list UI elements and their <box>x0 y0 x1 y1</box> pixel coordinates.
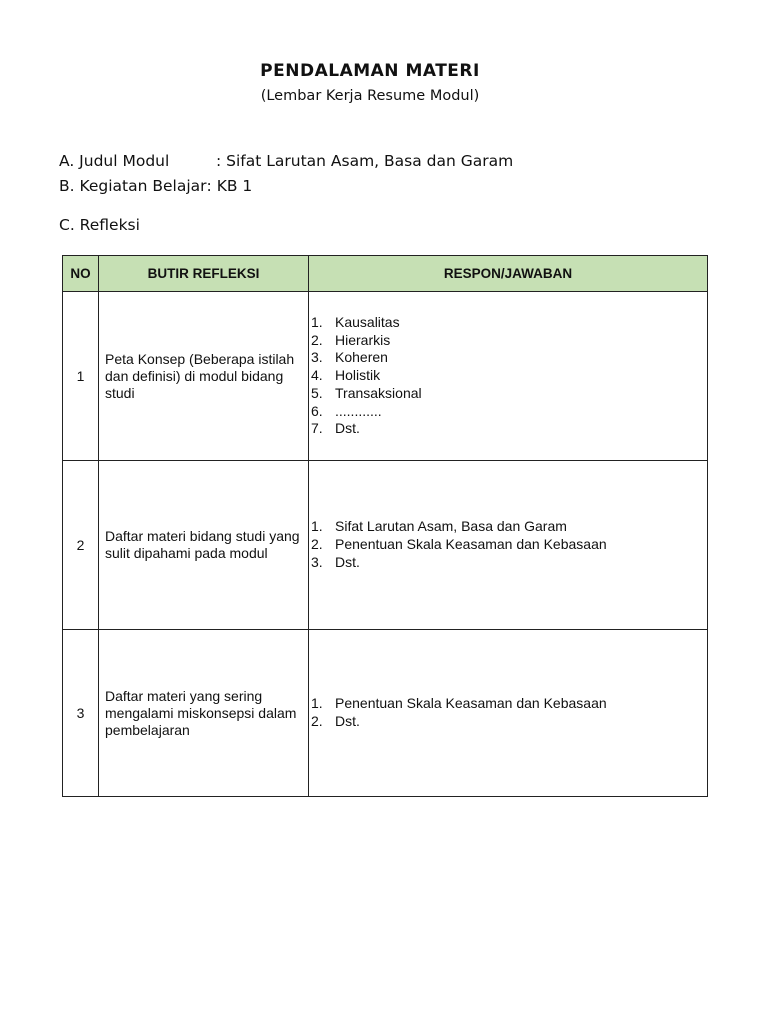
response-cell <box>309 292 708 461</box>
list-number: 1. <box>311 518 323 535</box>
list-item <box>311 420 705 438</box>
list-number: 2. <box>311 331 323 348</box>
table-row <box>63 630 708 797</box>
reflection-heading: C. Refleksi <box>59 216 140 234</box>
column-header-no: NO <box>63 256 99 292</box>
column-header-respon-jawaban: RESPON/JAWABAN <box>309 256 708 292</box>
list-number: 6. <box>311 402 323 419</box>
list-number: 1. <box>311 313 323 330</box>
list-text: Holistik <box>335 367 381 384</box>
list-item <box>311 536 705 554</box>
page-title: PENDALAMAN MATERI <box>260 61 480 81</box>
module-title-label: A. Judul Modul <box>59 152 170 170</box>
page-subtitle: (Lembar Kerja Resume Modul) <box>260 88 480 104</box>
list-item <box>311 367 705 385</box>
row-number: 1 <box>63 292 99 461</box>
list-number: 4. <box>311 367 323 384</box>
list-item <box>311 695 705 713</box>
row-number: 3 <box>63 630 99 797</box>
list-text: Transaksional <box>335 384 422 401</box>
response-list <box>311 695 705 731</box>
list-item <box>311 518 705 536</box>
row-number: 2 <box>63 461 99 630</box>
list-text: Penentuan Skala Keasaman dan Kebasaan <box>335 536 607 553</box>
list-item <box>311 385 705 403</box>
list-item <box>311 554 705 572</box>
list-number: 3. <box>311 553 323 570</box>
list-text: Dst. <box>335 713 360 729</box>
list-item <box>311 349 705 367</box>
reflection-table <box>62 255 708 797</box>
list-item <box>311 332 705 350</box>
response-cell <box>309 461 708 630</box>
list-number: 3. <box>311 349 323 366</box>
reflection-item: Daftar materi bidang studi yang sulit dipahami pada modul <box>99 461 309 630</box>
reflection-item: Peta Konsep (Beberapa istilah dan definisi) di modul bidang studi <box>99 292 309 461</box>
list-item <box>311 314 705 332</box>
list-text: Dst. <box>335 553 360 570</box>
list-number: 2. <box>311 536 323 553</box>
list-text: Sifat Larutan Asam, Basa dan Garam <box>335 518 567 535</box>
list-number: 2. <box>311 713 323 729</box>
table-row <box>63 292 708 461</box>
list-text: Koheren <box>335 349 388 366</box>
list-item <box>311 403 705 421</box>
response-cell <box>309 630 708 797</box>
table-row <box>63 461 708 630</box>
list-text: Dst. <box>335 420 360 437</box>
column-header-butir-refleksi: BUTIR REFLEKSI <box>99 256 309 292</box>
response-list <box>311 314 705 439</box>
module-title-row <box>59 152 513 170</box>
list-number: 7. <box>311 420 323 437</box>
learning-activity-row <box>59 177 252 195</box>
list-number: 5. <box>311 384 323 401</box>
module-title-value: : Sifat Larutan Asam, Basa dan Garam <box>216 152 514 170</box>
list-number: 1. <box>311 695 323 712</box>
list-text: Hierarkis <box>335 331 391 348</box>
list-text: Kausalitas <box>335 313 400 330</box>
list-text: ............ <box>335 402 382 419</box>
response-list <box>311 518 705 571</box>
list-item <box>311 713 705 731</box>
learning-activity-label: B. Kegiatan Belajar <box>59 177 207 195</box>
table-header-row <box>63 256 708 292</box>
reflection-item: Daftar materi yang sering mengalami miskonsepsi dalam pembelajaran <box>99 630 309 797</box>
list-text: Penentuan Skala Keasaman dan Kebasaan <box>335 695 607 712</box>
learning-activity-value: : KB 1 <box>206 177 253 195</box>
